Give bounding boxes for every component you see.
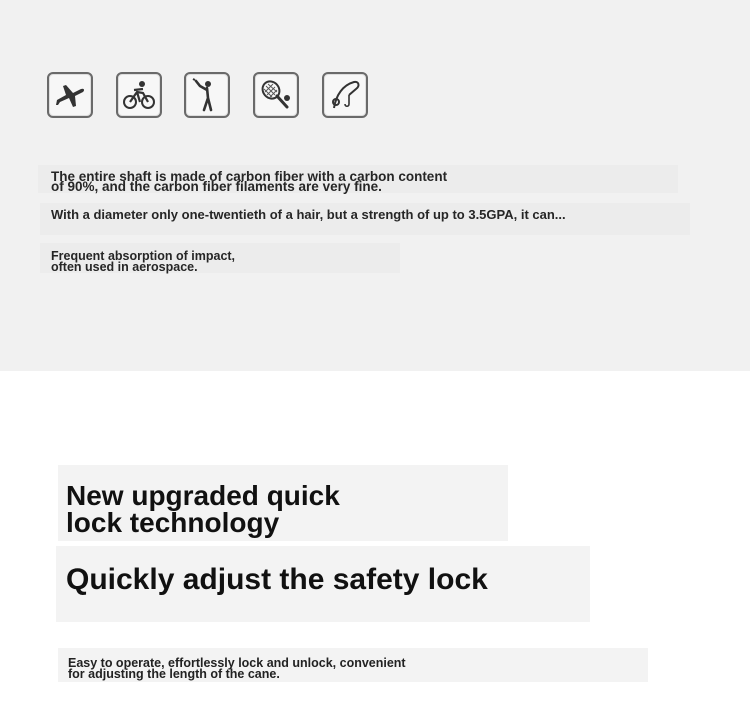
lock-title: New upgraded quick lock technology <box>66 480 340 538</box>
aerospace-text: Frequent absorption of impact, often used in aerospace. <box>51 249 236 274</box>
tennis-icon <box>253 72 299 118</box>
strength-text: With a diameter only one-twentieth of a hair, but a strength of up to 3.5GPA, it can... <box>51 207 566 222</box>
cycling-icon <box>116 72 162 118</box>
fishing-rod-icon <box>322 72 368 118</box>
carbon-fiber-text: The entire shaft is made of carbon fiber with a carbon content of 90%, and the carbon fiber filaments are very fine. <box>51 169 448 194</box>
airplane-icon <box>47 72 93 118</box>
golf-icon <box>184 72 230 118</box>
lock-subtitle: Quickly adjust the safety lock <box>66 563 488 596</box>
lock-description: Easy to operate, effortlessly lock and unlock, convenient for adjusting the length of the cane. <box>68 656 406 681</box>
